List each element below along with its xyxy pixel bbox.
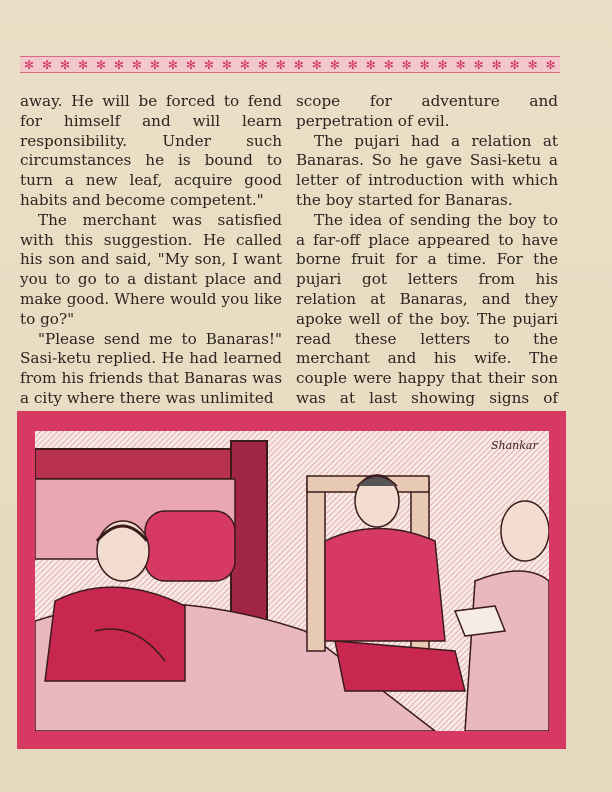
border-ornament-icon: ✻ xyxy=(203,57,214,72)
border-ornament-icon: ✻ xyxy=(491,57,502,72)
border-ornament-icon: ✻ xyxy=(257,57,268,72)
border-ornament-icon: ✻ xyxy=(437,57,448,72)
border-ornament-icon: ✻ xyxy=(149,57,160,72)
letter xyxy=(455,606,505,636)
border-ornament-icon: ✻ xyxy=(527,57,538,72)
border-ornament-icon: ✻ xyxy=(455,57,466,72)
border-ornament-icon: ✻ xyxy=(131,57,142,72)
border-ornament-icon: ✻ xyxy=(59,57,71,72)
border-ornament-icon: ✻ xyxy=(293,57,304,72)
border-ornament-icon: ✻ xyxy=(95,57,106,72)
illustration-frame xyxy=(17,411,566,749)
border-ornament-icon: ✻ xyxy=(167,57,178,72)
border-ornament-icon: ✻ xyxy=(185,57,196,72)
border-ornament-icon: ✻ xyxy=(113,57,124,72)
border-ornament-icon: ✻ xyxy=(77,57,89,72)
right-text-column xyxy=(296,92,558,429)
right-paragraph-2: The pujari had a relation at Banaras. So he gave Sasi-ketu a letter of introduction with which the boy started for Banaras. xyxy=(296,131,558,209)
border-ornament-icon: ✻ xyxy=(311,57,322,72)
left-text-column xyxy=(20,92,282,409)
border-ornament-icon: ✻ xyxy=(221,57,232,72)
border-ornament-icon: ✻ xyxy=(401,57,412,72)
left-paragraph-3: "Please send me to Banaras!" Sasi-ketu replied. He had learned from his friends that Banaras was a city where there was unlimited xyxy=(20,329,282,407)
artist-signature: Shankar xyxy=(491,439,538,452)
border-ornament-icon: ✻ xyxy=(239,57,250,72)
border-ornament-icon: ✻ xyxy=(419,57,430,72)
left-paragraph-2: The merchant was satisfied with this suggestion. He called his son and said, "My son, I want you to go to a distant place and make good. Where would you like to go?" xyxy=(20,210,282,328)
border-ornament-icon: ✻ xyxy=(383,57,394,72)
right-paragraph-1: scope for adventure and perpetration of evil. xyxy=(296,92,558,130)
left-paragraph-1: away. He will be forced to fend for himself and will learn responsibility. Under such circumstances he is bound to turn a new leaf, acquire good habits and become competent." xyxy=(20,92,282,209)
border-ornament-icon: ✻ xyxy=(545,57,556,72)
border-ornament-icon: ✻ xyxy=(347,57,358,72)
border-ornament-icon: ✻ xyxy=(41,57,53,72)
pillow xyxy=(145,511,235,581)
border-ornament-icon: ✻ xyxy=(24,57,35,72)
decorative-border xyxy=(20,56,560,73)
border-ornament-icon: ✻ xyxy=(329,57,340,72)
border-ornament-icon: ✻ xyxy=(509,57,520,72)
illustration xyxy=(35,431,549,731)
border-ornament-icon: ✻ xyxy=(275,57,286,72)
border-ornament-icon: ✻ xyxy=(365,57,376,72)
border-ornament-icon: ✻ xyxy=(473,57,484,72)
right-paragraph-3: The idea of sending the boy to a far-off place appeared to have borne fruit for a time. For the pujari got letters from his relation at Banaras, and they apoke well of the boy. The pujari read these letters to the merchant and his wife. The couple were happy that their son was at last showing signs of xyxy=(296,210,558,407)
